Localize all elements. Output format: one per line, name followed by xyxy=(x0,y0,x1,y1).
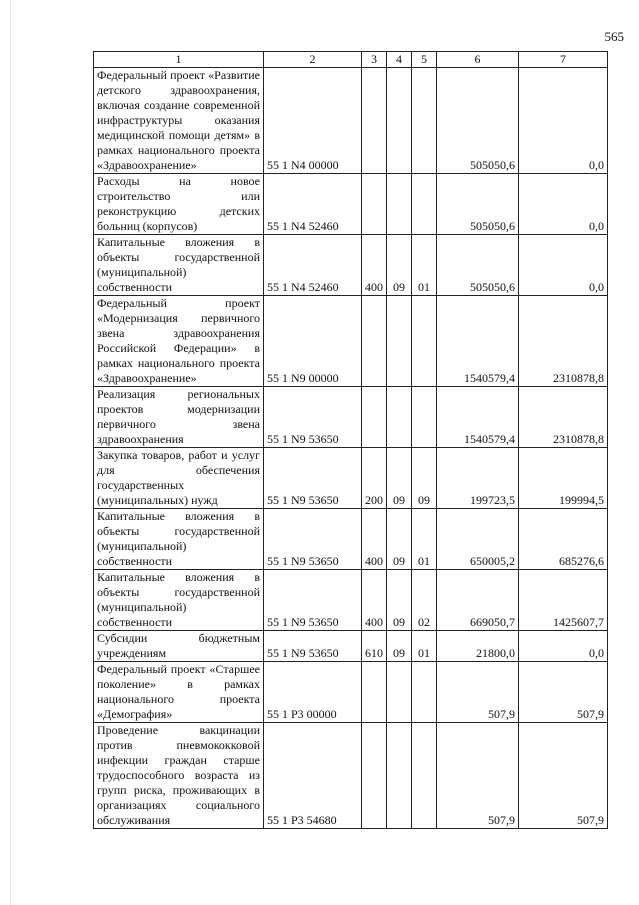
table-row xyxy=(94,662,608,723)
row-type: 200 xyxy=(362,448,387,509)
row-amount-7: 507,9 xyxy=(519,723,608,829)
row-amount-6: 669050,7 xyxy=(437,570,519,631)
row-amount-6: 505050,6 xyxy=(437,68,519,174)
row-subsection xyxy=(412,723,437,829)
row-amount-6: 199723,5 xyxy=(437,448,519,509)
row-subsection xyxy=(412,387,437,448)
row-subsection xyxy=(412,174,437,235)
table-row xyxy=(94,631,608,662)
row-type xyxy=(362,68,387,174)
row-type: 610 xyxy=(362,631,387,662)
column-header: 6 xyxy=(437,52,519,68)
row-type: 400 xyxy=(362,570,387,631)
table-row xyxy=(94,296,608,387)
row-section: 09 xyxy=(387,570,412,631)
row-type xyxy=(362,723,387,829)
row-section xyxy=(387,662,412,723)
row-subsection: 02 xyxy=(412,570,437,631)
row-name: Расходы на новое строительство или реконструкцию детских больниц (корпусов) xyxy=(94,174,264,235)
page-number: 565 xyxy=(604,29,624,44)
row-subsection xyxy=(412,68,437,174)
row-amount-7: 685276,6 xyxy=(519,509,608,570)
row-code: 55 1 N4 00000 xyxy=(264,68,362,174)
column-header: 5 xyxy=(412,52,437,68)
row-name: Проведение вакцинации против пневмококковой инфекции граждан старше трудоспособного возраста из групп риска, проживающих в организациях социального обслуживания xyxy=(94,723,264,829)
row-type xyxy=(362,296,387,387)
row-section xyxy=(387,723,412,829)
row-section xyxy=(387,68,412,174)
row-code: 55 1 N9 53650 xyxy=(264,387,362,448)
row-type: 400 xyxy=(362,509,387,570)
row-code: 55 1 N9 53650 xyxy=(264,570,362,631)
row-amount-7: 1425607,7 xyxy=(519,570,608,631)
row-code: 55 1 P3 00000 xyxy=(264,662,362,723)
row-amount-7: 199994,5 xyxy=(519,448,608,509)
row-type xyxy=(362,662,387,723)
row-name: Капитальные вложения в объекты государственной (муниципальной) собственности xyxy=(94,509,264,570)
row-code: 55 1 N9 53650 xyxy=(264,448,362,509)
row-name: Закупка товаров, работ и услуг для обеспечения государственных (муниципальных) нужд xyxy=(94,448,264,509)
row-amount-7: 0,0 xyxy=(519,68,608,174)
row-code: 55 1 N4 52460 xyxy=(264,174,362,235)
column-header: 3 xyxy=(362,52,387,68)
row-name: Федеральный проект «Развитие детского здравоохранения, включая создание современной инфраструктуры оказания медицинской помощи детям» в рамках национального проекта «Здравоохранение» xyxy=(94,68,264,174)
row-amount-6: 650005,2 xyxy=(437,509,519,570)
header-row xyxy=(94,52,608,68)
row-amount-6: 505050,6 xyxy=(437,235,519,296)
row-code: 55 1 N9 53650 xyxy=(264,509,362,570)
row-section xyxy=(387,174,412,235)
row-amount-7: 0,0 xyxy=(519,631,608,662)
row-section: 09 xyxy=(387,509,412,570)
table-row xyxy=(94,570,608,631)
page-edge-rule xyxy=(10,0,11,905)
row-code: 55 1 P3 54680 xyxy=(264,723,362,829)
row-section xyxy=(387,296,412,387)
row-amount-6: 1540579,4 xyxy=(437,296,519,387)
row-amount-6: 505050,6 xyxy=(437,174,519,235)
row-section: 09 xyxy=(387,448,412,509)
row-amount-7: 2310878,8 xyxy=(519,387,608,448)
row-amount-6: 21800,0 xyxy=(437,631,519,662)
row-type xyxy=(362,174,387,235)
row-amount-6: 507,9 xyxy=(437,662,519,723)
column-header: 7 xyxy=(519,52,608,68)
row-type: 400 xyxy=(362,235,387,296)
budget-table xyxy=(93,51,608,829)
row-code: 55 1 N4 52460 xyxy=(264,235,362,296)
table-row xyxy=(94,174,608,235)
table-row xyxy=(94,68,608,174)
row-amount-6: 507,9 xyxy=(437,723,519,829)
column-header: 2 xyxy=(264,52,362,68)
row-type xyxy=(362,387,387,448)
column-header: 1 xyxy=(94,52,264,68)
row-subsection: 01 xyxy=(412,631,437,662)
table-row xyxy=(94,235,608,296)
row-amount-7: 2310878,8 xyxy=(519,296,608,387)
row-subsection: 09 xyxy=(412,448,437,509)
row-subsection: 01 xyxy=(412,235,437,296)
table-row xyxy=(94,509,608,570)
row-code: 55 1 N9 53650 xyxy=(264,631,362,662)
row-name: Реализация региональных проектов модернизации первичного звена здравоохранения xyxy=(94,387,264,448)
row-name: Федеральный проект «Старшее поколение» в рамках национального проекта «Демография» xyxy=(94,662,264,723)
table-row xyxy=(94,723,608,829)
table-row xyxy=(94,387,608,448)
row-section: 09 xyxy=(387,235,412,296)
row-name: Капитальные вложения в объекты государственной (муниципальной) собственности xyxy=(94,570,264,631)
row-subsection xyxy=(412,662,437,723)
row-amount-6: 1540579,4 xyxy=(437,387,519,448)
row-name: Федеральный проект «Модернизация первичного звена здравоохранения Российской Федерации» в рамках национального проекта «Здравоохранение» xyxy=(94,296,264,387)
row-amount-7: 0,0 xyxy=(519,174,608,235)
row-name: Капитальные вложения в объекты государственной (муниципальной) собственности xyxy=(94,235,264,296)
row-section xyxy=(387,387,412,448)
row-name: Субсидии бюджетным учреждениям xyxy=(94,631,264,662)
row-code: 55 1 N9 00000 xyxy=(264,296,362,387)
row-subsection: 01 xyxy=(412,509,437,570)
row-amount-7: 0,0 xyxy=(519,235,608,296)
column-header: 4 xyxy=(387,52,412,68)
row-amount-7: 507,9 xyxy=(519,662,608,723)
row-section: 09 xyxy=(387,631,412,662)
table-row xyxy=(94,448,608,509)
row-subsection xyxy=(412,296,437,387)
